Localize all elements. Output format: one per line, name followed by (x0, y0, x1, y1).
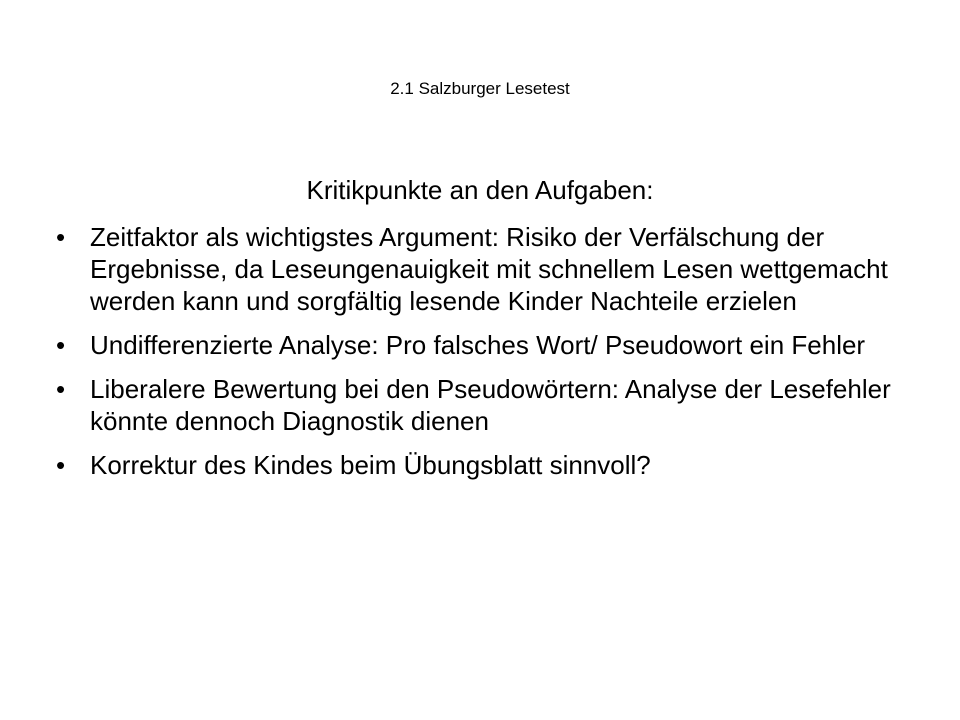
bullet-text: Zeitfaktor als wichtigstes Argument: Risiko der Verfälschung der Ergebnisse, da Leseungenauigkeit mit schnellem Lesen wettgemacht werden kann und sorgfältig lesende Kinder Nachteile erzielen (90, 222, 888, 316)
slide-subtitle: Kritikpunkte an den Aufgaben: (306, 175, 654, 205)
bullet-item (56, 449, 916, 481)
bullet-item (56, 221, 916, 317)
bullet-text: Undifferenzierte Analyse: Pro falsches Wort/ Pseudowort ein Fehler (90, 330, 866, 360)
bullet-list (56, 221, 916, 493)
bullet-text: Liberalere Bewertung bei den Pseudowörtern: Analyse der Lesefehler könnte dennoch Diagnostik dienen (90, 374, 891, 436)
bullet-item (56, 329, 916, 361)
bullet-icon: • (56, 222, 66, 252)
bullet-icon: • (56, 450, 66, 480)
bullet-icon: • (56, 374, 66, 404)
slide-header: 2.1 Salzburger Lesetest (390, 79, 570, 98)
bullet-icon: • (56, 330, 66, 360)
bullet-text: Korrektur des Kindes beim Übungsblatt sinnvoll? (90, 450, 651, 480)
bullet-item (56, 373, 916, 437)
